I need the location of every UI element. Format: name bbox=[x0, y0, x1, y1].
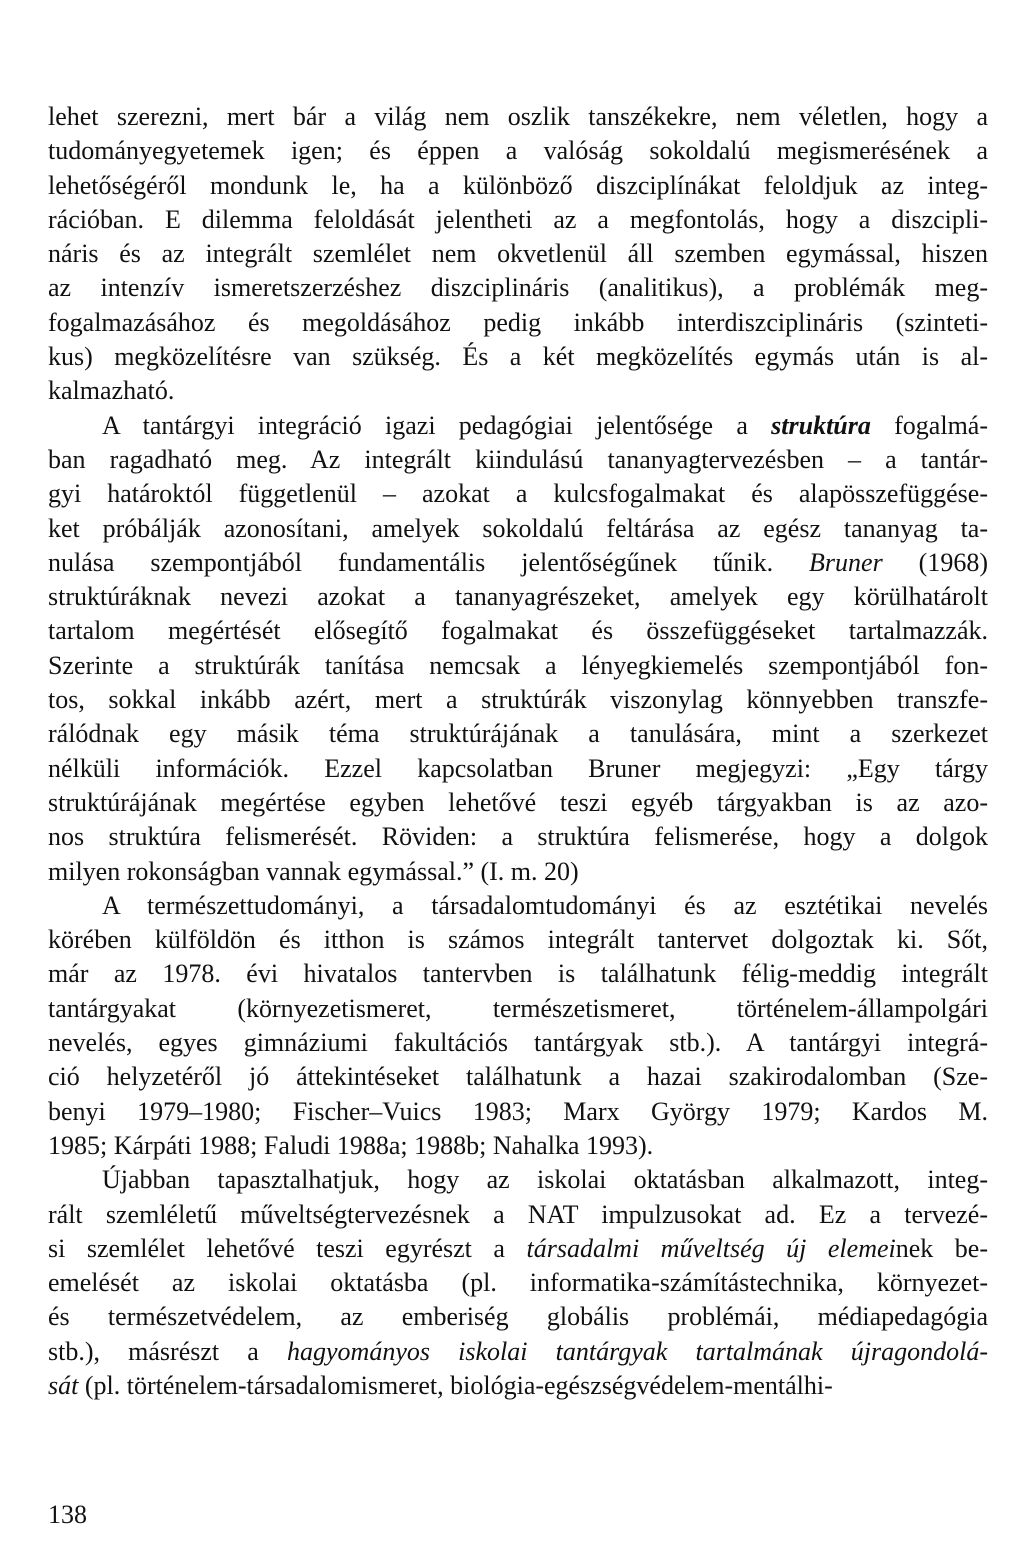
text-line bbox=[48, 614, 988, 648]
text-line bbox=[48, 786, 988, 820]
text-line bbox=[48, 374, 988, 408]
text-line bbox=[48, 649, 988, 683]
text-run: (pl. történelem-társadalomismeret, biológia-egészségvédelem-mentálhi- bbox=[78, 1370, 833, 1400]
text-run: tantárgyakat (környezetismeret, természetismeret, történelem-állampolgári bbox=[48, 993, 988, 1023]
text-run: struktúrájának megértése egyben lehetővé teszi egyéb tárgyakban is az azo- bbox=[48, 787, 988, 817]
text-run: nek be- bbox=[895, 1233, 988, 1263]
text-line bbox=[48, 717, 988, 751]
text-run: rációban. E dilemma feloldását jelentheti az a megfontolás, hogy a diszcipli- bbox=[48, 204, 988, 234]
text-line bbox=[48, 1060, 988, 1094]
text-run: tos, sokkal inkább azért, mert a struktúrák viszonylag könnyebben transzfe- bbox=[48, 685, 988, 715]
text-run: körében külföldön és itthon is számos integrált tantervet dolgoztak ki. Sőt, bbox=[48, 925, 988, 955]
text-run: lehet szerezni, mert bár a világ nem oszlik tanszékekre, nem véletlen, hogy a bbox=[48, 102, 988, 131]
text-run: lehetőségéről mondunk le, ha a különböző diszciplínákat feloldjuk az integ- bbox=[48, 170, 988, 200]
text-run: nulása szempontjából fundamentális jelentőségűnek tűnik. bbox=[48, 547, 810, 577]
text-line bbox=[48, 1369, 988, 1403]
text-line bbox=[48, 340, 988, 374]
paragraph bbox=[48, 1163, 988, 1403]
text-body bbox=[48, 100, 988, 1403]
text-line bbox=[48, 820, 988, 854]
text-line bbox=[48, 237, 988, 271]
text-run: kus) megközelítésre van szükség. És a két megközelítés egymás után is al- bbox=[48, 342, 988, 372]
text-run: rálódnak egy másik téma struktúrájának a tanulására, mint a szerkezet bbox=[48, 719, 988, 749]
text-run: benyi 1979–1980; Fischer–Vuics 1983; Marx György 1979; Kardos M. bbox=[48, 1096, 988, 1126]
emphasized-text: társadalmi műveltség új elemei bbox=[526, 1233, 896, 1263]
text-line bbox=[48, 1300, 988, 1334]
text-line bbox=[48, 1232, 988, 1266]
text-line bbox=[48, 203, 988, 237]
text-run: Újabban tapasztalhatjuk, hogy az iskolai oktatásban alkalmazott, integ- bbox=[102, 1165, 988, 1195]
text-line bbox=[48, 1163, 988, 1197]
text-line bbox=[48, 752, 988, 786]
text-run: ket próbálják azonosítani, amelyek sokoldalú feltárása az egész tananyag ta- bbox=[48, 513, 988, 543]
text-run: és természetvédelem, az emberiség globális problémái, médiapedagógia bbox=[48, 1302, 988, 1332]
text-run: A tantárgyi integráció igazi pedagógiai jelentősége a bbox=[102, 410, 772, 440]
emphasized-text: Bruner bbox=[809, 547, 883, 577]
paragraph bbox=[48, 100, 988, 409]
paragraph bbox=[48, 889, 988, 1163]
text-line bbox=[48, 477, 988, 511]
text-run: nevelés, egyes gimnáziumi fakultációs tantárgyak stb.). A tantárgyi integrá- bbox=[48, 1028, 988, 1058]
text-run: nélküli információk. Ezzel kapcsolatban Bruner megjegyzi: „Egy tárgy bbox=[48, 753, 988, 783]
text-line bbox=[48, 443, 988, 477]
text-run: tartalom megértését elősegítő fogalmakat és összefüggéseket tartalmazzák. bbox=[48, 616, 988, 646]
text-line bbox=[48, 306, 988, 340]
text-line bbox=[48, 1335, 988, 1369]
text-line bbox=[48, 1198, 988, 1232]
text-line bbox=[48, 923, 988, 957]
text-line bbox=[48, 1026, 988, 1060]
text-line bbox=[48, 512, 988, 546]
text-run: emelését az iskolai oktatásba (pl. informatika-számítástechnika, környezet- bbox=[48, 1268, 988, 1298]
emphasized-text: struktúra bbox=[771, 410, 871, 440]
text-line bbox=[48, 271, 988, 305]
emphasized-text: sát bbox=[48, 1370, 79, 1400]
text-run: stb.), másrészt a bbox=[48, 1336, 287, 1366]
text-line bbox=[48, 1266, 988, 1300]
text-run: az intenzív ismeretszerzéshez diszciplináris (analitikus), a problémák meg- bbox=[48, 273, 988, 303]
text-run: milyen rokonságban vannak egymással.” (I. m. 20) bbox=[48, 856, 579, 886]
text-run: gyi határoktól függetlenül – azokat a kulcsfogalmakat és alapösszefüggése- bbox=[48, 479, 988, 509]
text-run: rált szemléletű műveltségtervezésnek a NAT impulzusokat ad. Ez a tervezé- bbox=[48, 1199, 988, 1229]
text-run: ció helyzetéről jó áttekintéseket találhatunk a hazai szakirodalomban (Sze- bbox=[48, 1062, 988, 1092]
paragraph bbox=[48, 409, 988, 889]
text-line bbox=[48, 889, 988, 923]
text-run: tudományegyetemek igen; és éppen a valóság sokoldalú megismerésének a bbox=[48, 136, 988, 166]
text-run: nos struktúra felismerését. Röviden: a struktúra felismerése, hogy a dolgok bbox=[48, 822, 988, 852]
text-line bbox=[48, 1129, 988, 1163]
text-line bbox=[48, 683, 988, 717]
text-run: (1968) bbox=[882, 547, 988, 577]
text-run: Szerinte a struktúrák tanítása nemcsak a lényegkiemelés szempontjából fon- bbox=[48, 650, 988, 680]
text-line bbox=[48, 957, 988, 991]
text-line bbox=[48, 409, 988, 443]
text-run: ban ragadható meg. Az integrált kiindulású tananyagtervezésben – a tantár- bbox=[48, 444, 988, 474]
text-line bbox=[48, 134, 988, 168]
text-line bbox=[48, 580, 988, 614]
text-run: fogalmazásához és megoldásához pedig inkább interdiszciplináris (szinteti- bbox=[48, 307, 988, 337]
text-run: si szemlélet lehetővé teszi egyrészt a bbox=[48, 1233, 527, 1263]
text-line bbox=[48, 546, 988, 580]
text-line bbox=[48, 992, 988, 1026]
text-run: fogalmá- bbox=[870, 410, 988, 440]
page-number: 138 bbox=[48, 1500, 87, 1529]
text-line bbox=[48, 855, 988, 889]
text-run: kalmazható. bbox=[48, 376, 175, 406]
emphasized-text: hagyományos iskolai tantárgyak tartalmának újragondolá- bbox=[287, 1336, 988, 1366]
text-run: náris és az integrált szemlélet nem okvetlenül áll szemben egymással, hiszen bbox=[48, 239, 988, 269]
text-run: már az 1978. évi hivatalos tantervben is találhatunk félig-meddig integrált bbox=[48, 959, 988, 989]
text-line bbox=[48, 169, 988, 203]
text-line bbox=[48, 1095, 988, 1129]
text-run: 1985; Kárpáti 1988; Faludi 1988a; 1988b; Nahalka 1993). bbox=[48, 1130, 654, 1160]
text-run: struktúráknak nevezi azokat a tananyagrészeket, amelyek egy körülhatárolt bbox=[48, 582, 988, 612]
text-run: A természettudományi, a társadalomtudományi és az esztétikai nevelés bbox=[102, 890, 988, 920]
text-line bbox=[48, 100, 988, 134]
